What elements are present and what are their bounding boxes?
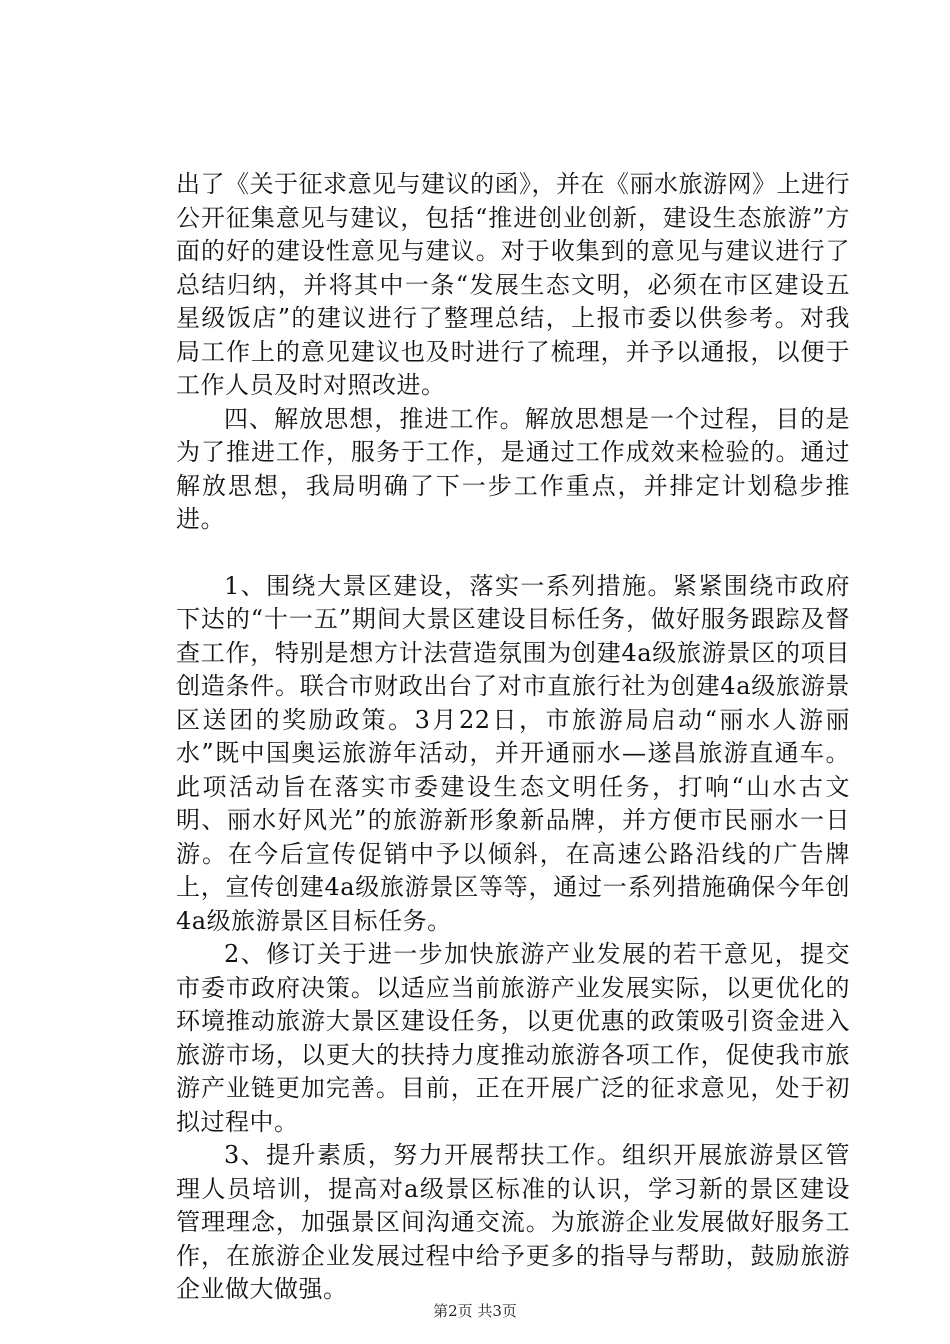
paragraph-item-2: 2、修订关于进一步加快旅游产业发展的若干意见，提交市委市政府决策。以适应当前旅游产业发展实际，以更优化的环境推动旅游大景区建设任务，以更优惠的政策吸引资金进入旅游市场，以更大的扶持力度推动旅游各项工作，促使我市旅游产业链更加完善。目前，正在开展广泛的征求意见，处于初拟过程中。 [176,940,850,1136]
document-body [176,168,850,1307]
paragraph-item-3: 3、提升素质，努力开展帮扶工作。组织开展旅游景区管理人员培训，提高对a级景区标准的认识，学习新的景区建设管理理念，加强景区间沟通交流。为旅游企业发展做好服务工作，在旅游企业发展过程中给予更多的指导与帮助，鼓励旅游企业做大做强。 [176,1141,850,1303]
paragraph-section-four: 四、解放思想，推进工作。解放思想是一个过程，目的是为了推进工作，服务于工作，是通过工作成效来检验的。通过解放思想，我局明确了下一步工作重点，并排定计划稳步推进。 [176,404,850,533]
paragraph-item-1: 1、围绕大景区建设，落实一系列措施。紧紧围绕市政府下达的“十一五”期间大景区建设目标任务，做好服务跟踪及督查工作，特别是想方计法营造氛围为创建4a级旅游景区的项目创造条件。联合市财政出台了对市直旅行社为创建4a级旅游景区送团的奖励政策。3月22日，市旅游局启动“丽水人游丽水”既中国奥运旅游年活动，并开通丽水—遂昌旅游直通车。此项活动旨在落实市委建设生态文明任务，打响“山水古文明、丽水好风光”的旅游新形象新品牌，并方便市民丽水一日游。在今后宣传促销中予以倾斜，在高速公路沿线的广告牌上，宣传创建4a级旅游景区等等，通过一系列措施确保今年创4a级旅游景区目标任务。 [176,571,850,935]
page-number-footer: 第2页 共3页 [433,1302,517,1320]
paragraph-continuation: 出了《关于征求意见与建议的函》，并在《丽水旅游网》上进行公开征集意见与建议，包括“推进创业创新，建设生态旅游”方面的好的建设性意见与建议。对于收集到的意见与建议进行了总结归纳，并将其中一条“发展生态文明，必须在市区建设五星级饭店”的建议进行了整理总结，上报市委以供参考。对我局工作上的意见建议也及时进行了梳理，并予以通报，以便于工作人员及时对照改进。 [176,170,850,399]
